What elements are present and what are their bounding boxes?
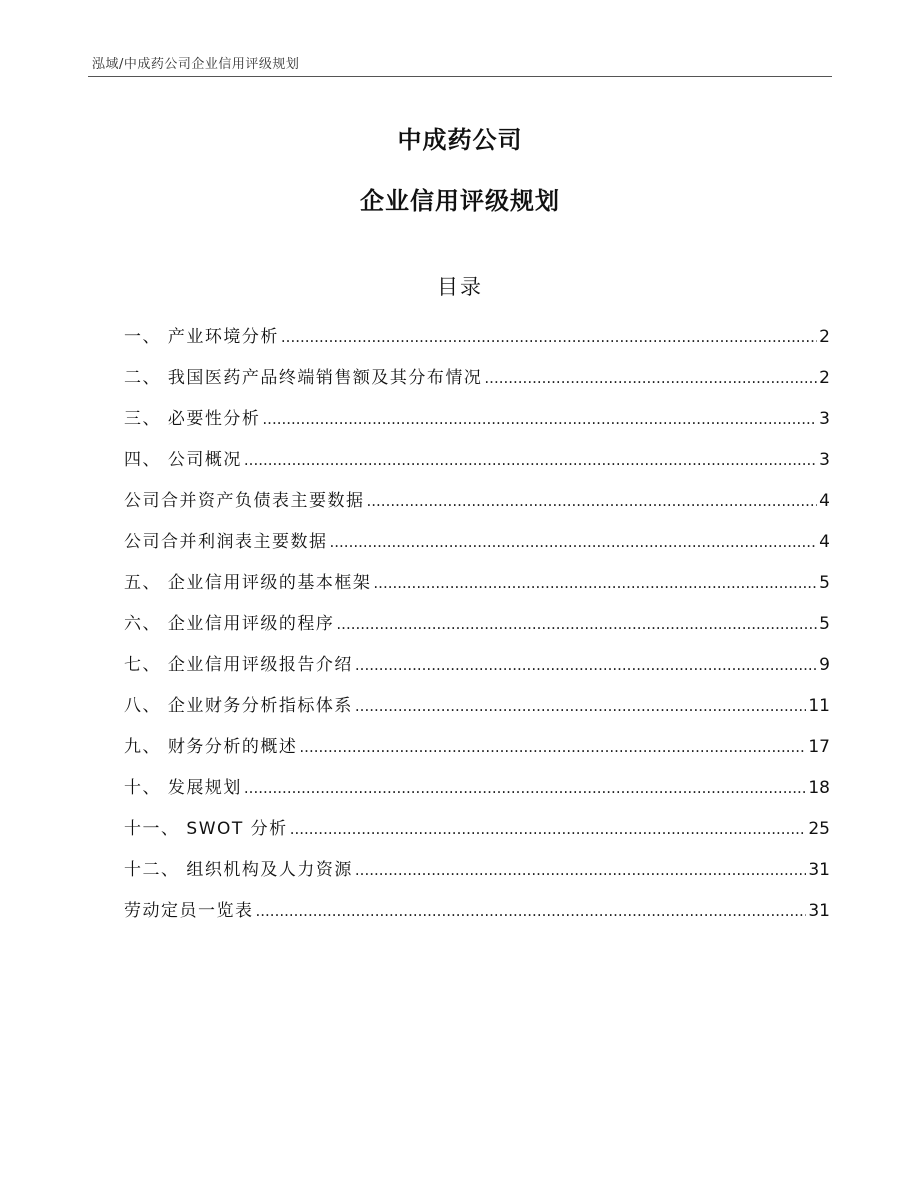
toc-entry-page[interactable]: 2 bbox=[819, 327, 830, 347]
toc-leader-dots bbox=[262, 407, 817, 431]
toc-entry[interactable] bbox=[124, 530, 830, 571]
toc-leader-dots bbox=[299, 735, 806, 759]
toc-entry-title[interactable]: 十一、 SWOT 分析 bbox=[124, 819, 288, 839]
toc-entry-page[interactable]: 31 bbox=[808, 901, 830, 921]
toc-entry-page[interactable]: 4 bbox=[819, 491, 830, 511]
toc-entry-page[interactable]: 3 bbox=[819, 409, 830, 429]
toc-leader-dots bbox=[256, 899, 807, 923]
toc-entry-page[interactable]: 17 bbox=[808, 737, 830, 757]
toc-entry-title[interactable]: 十、 发展规划 bbox=[124, 778, 242, 798]
table-of-contents bbox=[124, 325, 830, 940]
toc-entry[interactable] bbox=[124, 407, 830, 448]
toc-leader-dots bbox=[484, 366, 817, 390]
toc-entry-title[interactable]: 公司合并利润表主要数据 bbox=[124, 532, 328, 552]
toc-entry-title[interactable]: 十二、 组织机构及人力资源 bbox=[124, 860, 353, 880]
toc-leader-dots bbox=[290, 817, 807, 841]
toc-entry-title[interactable]: 九、 财务分析的概述 bbox=[124, 737, 298, 757]
toc-heading: 目录 bbox=[437, 275, 483, 299]
toc-entry-page[interactable]: 18 bbox=[808, 778, 830, 798]
toc-entry[interactable] bbox=[124, 735, 830, 776]
toc-entry-page[interactable]: 31 bbox=[808, 860, 830, 880]
document-title-line2: 企业信用评级规划 bbox=[360, 187, 560, 215]
toc-entry[interactable] bbox=[124, 653, 830, 694]
running-header: 泓域/中成药公司企业信用评级规划 bbox=[92, 57, 300, 72]
toc-leader-dots bbox=[330, 530, 818, 554]
toc-leader-dots bbox=[244, 776, 806, 800]
toc-leader-dots bbox=[281, 325, 817, 349]
toc-entry[interactable] bbox=[124, 366, 830, 407]
toc-leader-dots bbox=[367, 489, 818, 513]
toc-entry-page[interactable]: 2 bbox=[819, 368, 830, 388]
toc-entry-title[interactable]: 四、 公司概况 bbox=[124, 450, 242, 470]
toc-entry[interactable] bbox=[124, 325, 830, 366]
header-divider bbox=[88, 76, 832, 77]
toc-entry-title[interactable]: 劳动定员一览表 bbox=[124, 901, 254, 921]
toc-entry[interactable] bbox=[124, 448, 830, 489]
toc-leader-dots bbox=[244, 448, 817, 472]
toc-entry-page[interactable]: 9 bbox=[819, 655, 830, 675]
toc-entry-title[interactable]: 一、 产业环境分析 bbox=[124, 327, 279, 347]
document-title-line1: 中成药公司 bbox=[397, 126, 523, 154]
toc-entry[interactable] bbox=[124, 694, 830, 735]
toc-leader-dots bbox=[355, 653, 817, 677]
toc-leader-dots bbox=[355, 694, 806, 718]
toc-entry[interactable] bbox=[124, 858, 830, 899]
toc-leader-dots bbox=[355, 858, 806, 882]
toc-entry-title[interactable]: 六、 企业信用评级的程序 bbox=[124, 614, 335, 634]
toc-entry[interactable] bbox=[124, 612, 830, 653]
toc-entry-page[interactable]: 25 bbox=[808, 819, 830, 839]
toc-entry-title[interactable]: 八、 企业财务分析指标体系 bbox=[124, 696, 353, 716]
toc-entry-title[interactable]: 三、 必要性分析 bbox=[124, 409, 261, 429]
toc-entry-title[interactable]: 公司合并资产负债表主要数据 bbox=[124, 491, 365, 511]
toc-entry-page[interactable]: 3 bbox=[819, 450, 830, 470]
toc-entry-title[interactable]: 七、 企业信用评级报告介绍 bbox=[124, 655, 353, 675]
toc-leader-dots bbox=[373, 571, 817, 595]
toc-entry[interactable] bbox=[124, 776, 830, 817]
toc-entry[interactable] bbox=[124, 817, 830, 858]
toc-entry[interactable] bbox=[124, 571, 830, 612]
toc-entry-page[interactable]: 5 bbox=[819, 573, 830, 593]
toc-entry-page[interactable]: 5 bbox=[819, 614, 830, 634]
toc-entry-page[interactable]: 4 bbox=[819, 532, 830, 552]
toc-entry-title[interactable]: 五、 企业信用评级的基本框架 bbox=[124, 573, 372, 593]
toc-entry[interactable] bbox=[124, 489, 830, 530]
toc-leader-dots bbox=[336, 612, 817, 636]
toc-entry-page[interactable]: 11 bbox=[808, 696, 830, 716]
toc-entry[interactable] bbox=[124, 899, 830, 940]
toc-entry-title[interactable]: 二、 我国医药产品终端销售额及其分布情况 bbox=[124, 368, 483, 388]
